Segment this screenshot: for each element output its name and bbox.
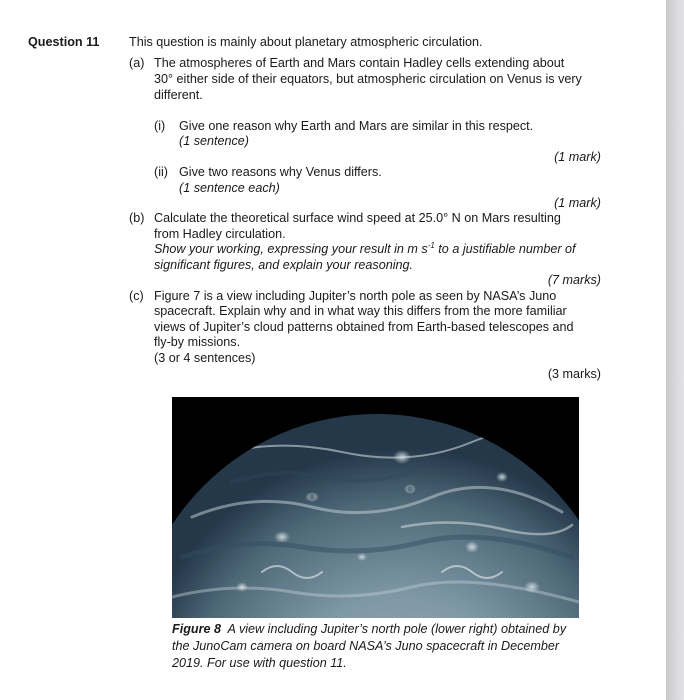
part-a-line: 30° either side of their equators, but atmospheric circulation on Venus is very: [154, 72, 582, 86]
part-b-instruction-end: to a justifiable number of: [434, 242, 576, 256]
figure-caption-line: A view including Jupiter’s north pole (lower right) obtained by: [227, 622, 567, 636]
part-a-i-marks: (1 mark): [554, 150, 601, 164]
part-c-hint: (3 or 4 sentences): [154, 351, 256, 365]
part-b-marks: (7 marks): [547, 273, 601, 287]
part-c-line: fly-by missions.: [154, 335, 241, 349]
figure-label: Figure 8: [172, 622, 221, 636]
part-a-i-number: (i): [154, 119, 166, 133]
question-label: Question 11: [28, 35, 100, 49]
part-c-line: spacecraft. Explain why and in what way this differs from the more familiar: [154, 304, 567, 318]
part-a-ii-hint: (1 sentence each): [179, 181, 280, 195]
part-a-letter: (a): [129, 56, 145, 70]
part-a-line: different.: [154, 88, 203, 102]
figure-caption: [172, 621, 592, 672]
figure-caption-line: 2019. For use with question 11.: [172, 656, 347, 670]
part-b-instruction-start: Show your working, expressing your result in m s: [154, 242, 428, 256]
page-edge-shadow: [666, 0, 684, 700]
part-c-marks: (3 marks): [547, 367, 601, 381]
part-c-letter: (c): [129, 289, 144, 303]
part-c-line: views of Jupiter’s cloud patterns obtained from Earth-based telescopes and: [154, 320, 574, 334]
part-b-line: from Hadley circulation.: [154, 227, 286, 241]
part-c-line: Figure 7 is a view including Jupiter’s north pole as seen by NASA’s Juno: [154, 289, 557, 303]
part-b-instruction: [154, 242, 576, 258]
part-a-line: The atmospheres of Earth and Mars contain Hadley cells extending about: [154, 56, 565, 70]
part-a-ii-number: (ii): [154, 165, 168, 179]
part-b-instruction: significant figures, and explain your reasoning.: [154, 258, 414, 272]
part-a-i-hint: (1 sentence): [179, 134, 250, 148]
jupiter-image: [172, 397, 579, 618]
part-a-i-text: Give one reason why Earth and Mars are similar in this respect.: [179, 119, 534, 133]
part-b-letter: (b): [129, 211, 145, 225]
figure-caption-line: the JunoCam camera on board NASA’s Juno spacecraft in December: [172, 639, 560, 653]
unit-exponent: -1: [427, 240, 435, 250]
part-a-ii-marks: (1 mark): [554, 196, 601, 210]
part-a-ii-text: Give two reasons why Venus differs.: [179, 165, 382, 179]
part-b-line: Calculate the theoretical surface wind speed at 25.0° N on Mars resulting: [154, 211, 561, 225]
question-intro: This question is mainly about planetary atmospheric circulation.: [129, 35, 483, 49]
